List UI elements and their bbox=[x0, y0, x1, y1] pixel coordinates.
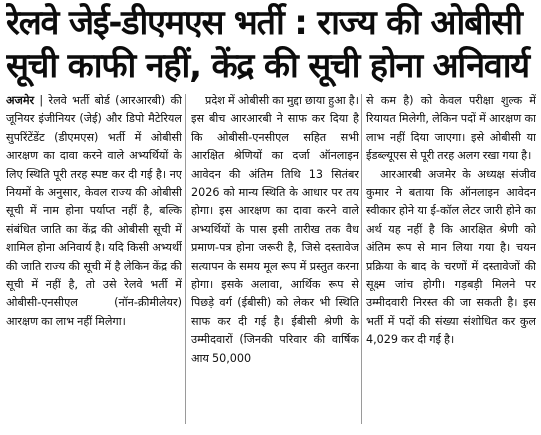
article-column-3 bbox=[366, 92, 536, 432]
article-column-1 bbox=[6, 92, 182, 432]
headline bbox=[6, 2, 536, 88]
paragraph: आरआरबी अजमेर के अध्यक्ष संजीव कुमार ने बताया कि ऑनलाइन आवेदन स्वीकार होने या ई-कॉल लेटर जारी होने का अर्थ यह नहीं है कि आरक्षित श्रेणी को अंतिम रूप से मान लिया गया है। चयन प्रक्रिया के बाद के चरणों में दस्तावेजों की सूक्ष्म जांच होगी। गड़बड़ी मिलने पर उम्मीदवारी निरस्त की जा सकती है। इस भर्ती में पदों की संख्या संशोधित कर कुल 4,029 कर दी गई है। bbox=[366, 167, 536, 347]
paragraph: से कम है) को केवल परीक्षा शुल्क में रियायत मिलेगी, लेकिन पदों में आरक्षण का लाभ नहीं दिया जाएगा। इसे ओबीसी या ईडब्ल्यूएस से पूरी तरह अलग रखा गया है। bbox=[366, 94, 536, 163]
paragraph: अजमेर | रेलवे भर्ती बोर्ड (आरआरबी) की जूनियर इंजीनियर (जेई) और डिपो मैटेरियल सुपरिंटेंडेंट (डीएमएस) भर्ती में ओबीसी आरक्षण का दावा करने वाले अभ्यर्थियों के लिए स्थिति पूरी तरह स्पष्ट कर दी गई है। नए नियमों के अनुसार, केवल राज्य की ओबीसी सूची में नाम होना पर्याप्त नहीं है, बल्कि संबंधित जाति का केंद्र की ओबीसी सूची में शामिल होना अनिवार्य है। यदि किसी अभ्यर्थी की जाति राज्य की सूची में है लेकिन केंद्र की सूची में नहीं है, तो उसे रेलवे भर्ती में ओबीसी-एनसीएल (नॉन-क्रीमीलेयर) आरक्षण का लाभ नहीं मिलेगा। bbox=[6, 94, 182, 328]
dateline: अजमेर bbox=[6, 94, 35, 107]
paragraph: प्रदेश में ओबीसी का मुद्दा छाया हुआ है। इस बीच आरआरबी ने साफ कर दिया है कि ओबीसी-एनसीएल सहित सभी आरक्षित श्रेणियों का दर्जा ऑनलाइन आवेदन की अंतिम तिथि 13 सितंबर 2026 को मान्य स्थिति के आधार पर तय होगा। इस आरक्षण का दावा करने वाले अभ्यर्थियों के पास इसी तारीख तक वैध प्रमाण-पत्र होना जरूरी है, जिसे दस्तावेज सत्यापन के समय मूल रूप में प्रस्तुत करना होगा। इसके अलावा, आर्थिक रूप से पिछड़े वर्ग (ईबीसी) को लेकर भी स्थिति साफ कर दी गई है। ईबीसी श्रेणी के उम्मीदवारों (जिनकी परिवार की वार्षिक आय 50,000 bbox=[191, 94, 359, 365]
article-body bbox=[0, 92, 541, 432]
article-column-2 bbox=[191, 92, 359, 432]
paragraph-text: रेलवे भर्ती बोर्ड (आरआरबी) की जूनियर इंजीनियर (जेई) और डिपो मैटेरियल सुपरिंटेंडेंट (डीएमएस) भर्ती में ओबीसी आरक्षण का दावा करने वाले अभ्यर्थियों के लिए स्थिति पूरी तरह स्पष्ट कर दी गई है। नए नियमों के अनुसार, केवल राज्य की ओबीसी सूची में नाम होना पर्याप्त नहीं है, बल्कि संबंधित जाति का केंद्र की ओबीसी सूची में शामिल होना अनिवार्य है। यदि किसी अभ्यर्थी की जाति राज्य की सूची में है लेकिन केंद्र की सूची में नहीं है, तो उसे रेलवे भर्ती में ओबीसी-एनसीएल (नॉन-क्रीमीलेयर) आरक्षण का लाभ नहीं मिलेगा। bbox=[6, 94, 182, 328]
headline-line-1: रेलवे जेई-डीएमएस भर्ती : राज्य की ओबीसी bbox=[6, 3, 522, 43]
headline-line-2: सूची काफी नहीं, केंद्र की सूची होना अनिवार्य bbox=[6, 46, 529, 86]
